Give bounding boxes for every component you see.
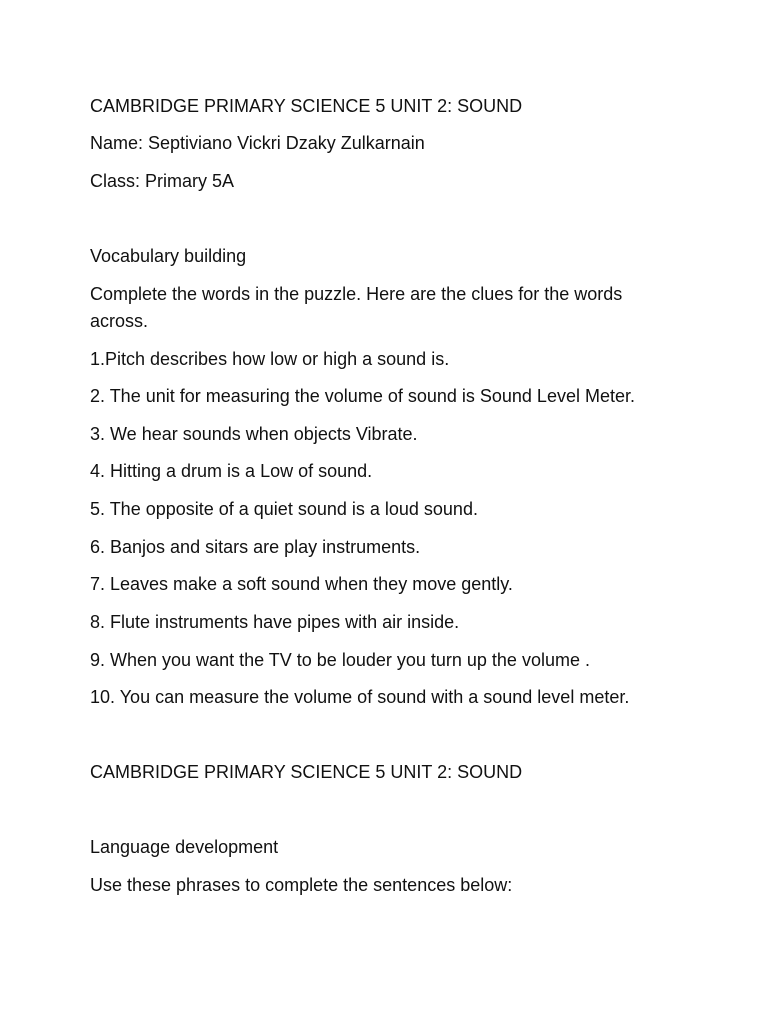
vocabulary-item-4: 4. Hitting a drum is a Low of sound. [90, 461, 373, 481]
vocabulary-instructions: Complete the words in the puzzle. Here are the clues for the words across. [90, 284, 623, 331]
student-name: Name: Septiviano Vickri Dzaky Zulkarnain [90, 133, 425, 153]
vocabulary-item-9: 9. When you want the TV to be louder you turn up the volume . [90, 650, 590, 670]
vocabulary-item-1: 1.Pitch describes how low or high a sound is. [90, 349, 450, 369]
section-2-title: CAMBRIDGE PRIMARY SCIENCE 5 UNIT 2: SOUND [90, 762, 523, 782]
document-title: CAMBRIDGE PRIMARY SCIENCE 5 UNIT 2: SOUND [90, 96, 523, 116]
vocabulary-item-6: 6. Banjos and sitars are play instruments. [90, 537, 421, 557]
vocabulary-item-3: 3. We hear sounds when objects Vibrate. [90, 424, 418, 444]
language-heading: Language development [90, 837, 279, 857]
vocabulary-item-2: 2. The unit for measuring the volume of sound is Sound Level Meter. [90, 386, 635, 406]
vocabulary-item-5: 5. The opposite of a quiet sound is a loud sound. [90, 499, 478, 519]
vocabulary-item-7: 7. Leaves make a soft sound when they move gently. [90, 574, 513, 594]
vocabulary-item-8: 8. Flute instruments have pipes with air inside. [90, 612, 460, 632]
vocabulary-item-10: 10. You can measure the volume of sound with a sound level meter. [90, 687, 630, 707]
language-instructions: Use these phrases to complete the sentences below: [90, 875, 513, 895]
student-class: Class: Primary 5A [90, 171, 235, 191]
vocabulary-heading: Vocabulary building [90, 246, 247, 266]
